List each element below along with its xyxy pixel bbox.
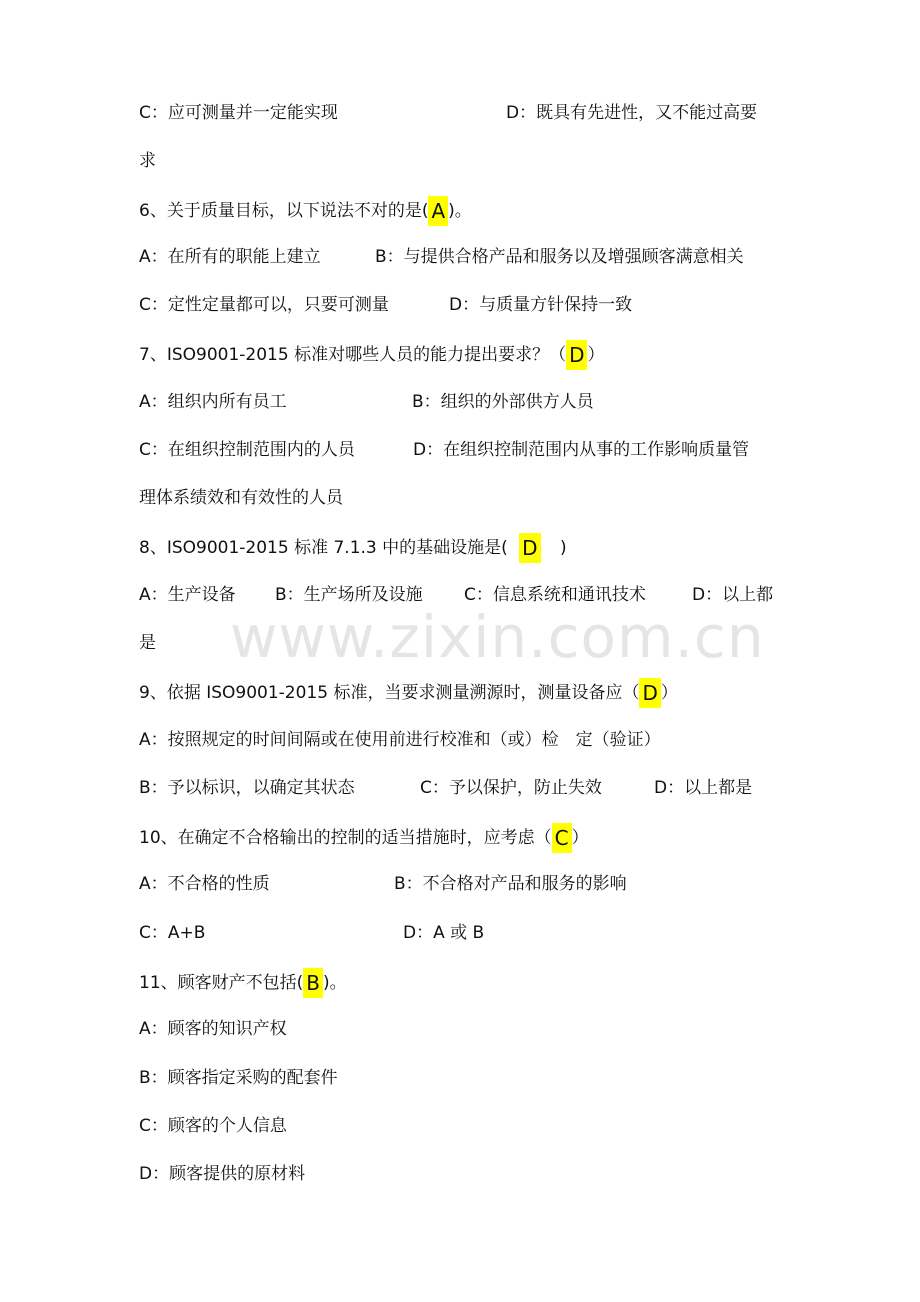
option-d: D：顾客提供的原材料	[139, 1164, 306, 1184]
answer-highlight: A	[428, 196, 448, 226]
option-line	[139, 437, 750, 463]
option-continuation: 是	[139, 633, 156, 653]
option-c: C：顾客的个人信息	[139, 1116, 287, 1136]
answer-highlight: D	[639, 678, 660, 708]
question-11	[139, 968, 347, 994]
option-a: A：顾客的知识产权	[139, 1019, 287, 1039]
option-a: A：不合格的性质	[139, 874, 270, 894]
option-continuation: 理体系绩效和有效性的人员	[139, 488, 343, 508]
option-c: C：定性定量都可以，只要可测量	[139, 295, 389, 315]
answer-highlight: C	[552, 823, 572, 853]
option-a: A：在所有的职能上建立	[139, 247, 321, 267]
question-text: 10、在确定不合格输出的控制的适当措施时，应考虑（	[139, 828, 552, 848]
option-d: D：A 或 B	[403, 923, 485, 943]
question-text: 9、依据 ISO9001-2015 标准，当要求测量溯源时，测量设备应（	[139, 683, 640, 703]
option-c: C：予以保护，防止失效	[420, 778, 602, 798]
question-text: 6、关于质量目标，以下说法不对的是(	[139, 201, 429, 221]
option-d: D：既具有先进性，又不能过高要	[506, 103, 758, 123]
watermark: www.zixin.com.cn	[230, 603, 765, 671]
question-text-end: ）	[660, 683, 678, 703]
option-a: A：生产设备	[139, 585, 236, 605]
option-line	[139, 871, 627, 897]
answer-highlight: D	[566, 340, 587, 370]
option-c: C：信息系统和通讯技术	[464, 585, 646, 605]
option-line	[139, 389, 594, 415]
option-b: B：予以标识，以确定其状态	[139, 778, 355, 798]
option-a: A：按照规定的时间间隔或在使用前进行校准和（或）检 定（验证）	[139, 730, 661, 750]
option-b: B：与提供合格产品和服务以及增强顾客满意相关	[375, 247, 744, 267]
option-b: B：生产场所及设施	[275, 585, 423, 605]
option-line	[139, 775, 753, 801]
option-line	[139, 292, 633, 318]
option-line	[139, 582, 774, 608]
option-continuation: 求	[139, 151, 156, 171]
option-d: D：以上都	[692, 585, 774, 605]
answer-highlight: B	[303, 968, 323, 998]
question-text-end: ）	[587, 345, 605, 365]
question-text-end: )。	[323, 973, 347, 993]
option-d: D：以上都是	[654, 778, 753, 798]
option-d: D：与质量方针保持一致	[449, 295, 633, 315]
answer-highlight: D	[519, 533, 540, 563]
question-8	[139, 533, 567, 559]
option-b: B：顾客指定采购的配套件	[139, 1068, 338, 1088]
option-c: C：在组织控制范围内的人员	[139, 440, 355, 460]
option-c: C：应可测量并一定能实现	[139, 103, 338, 123]
question-text-end: )	[559, 538, 567, 558]
option-line	[139, 920, 485, 946]
question-10	[139, 823, 589, 849]
question-text: 7、ISO9001-2015 标准对哪些人员的能力提出要求？（	[139, 345, 567, 365]
question-text-end: ）	[571, 828, 589, 848]
question-text: 11、顾客财产不包括(	[139, 973, 304, 993]
question-text: 8、ISO9001-2015 标准 7.1.3 中的基础设施是(	[139, 538, 508, 558]
option-line	[139, 100, 758, 126]
question-7	[139, 340, 604, 366]
option-d: D：在组织控制范围内从事的工作影响质量管	[413, 440, 750, 460]
question-text-end: )。	[448, 201, 472, 221]
option-line	[139, 244, 744, 270]
option-c: C：A+B	[139, 923, 206, 943]
question-6	[139, 196, 472, 222]
option-b: B：组织的外部供方人员	[412, 392, 594, 412]
question-9	[139, 678, 678, 704]
option-a: A：组织内所有员工	[139, 392, 287, 412]
option-b: B：不合格对产品和服务的影响	[394, 874, 627, 894]
